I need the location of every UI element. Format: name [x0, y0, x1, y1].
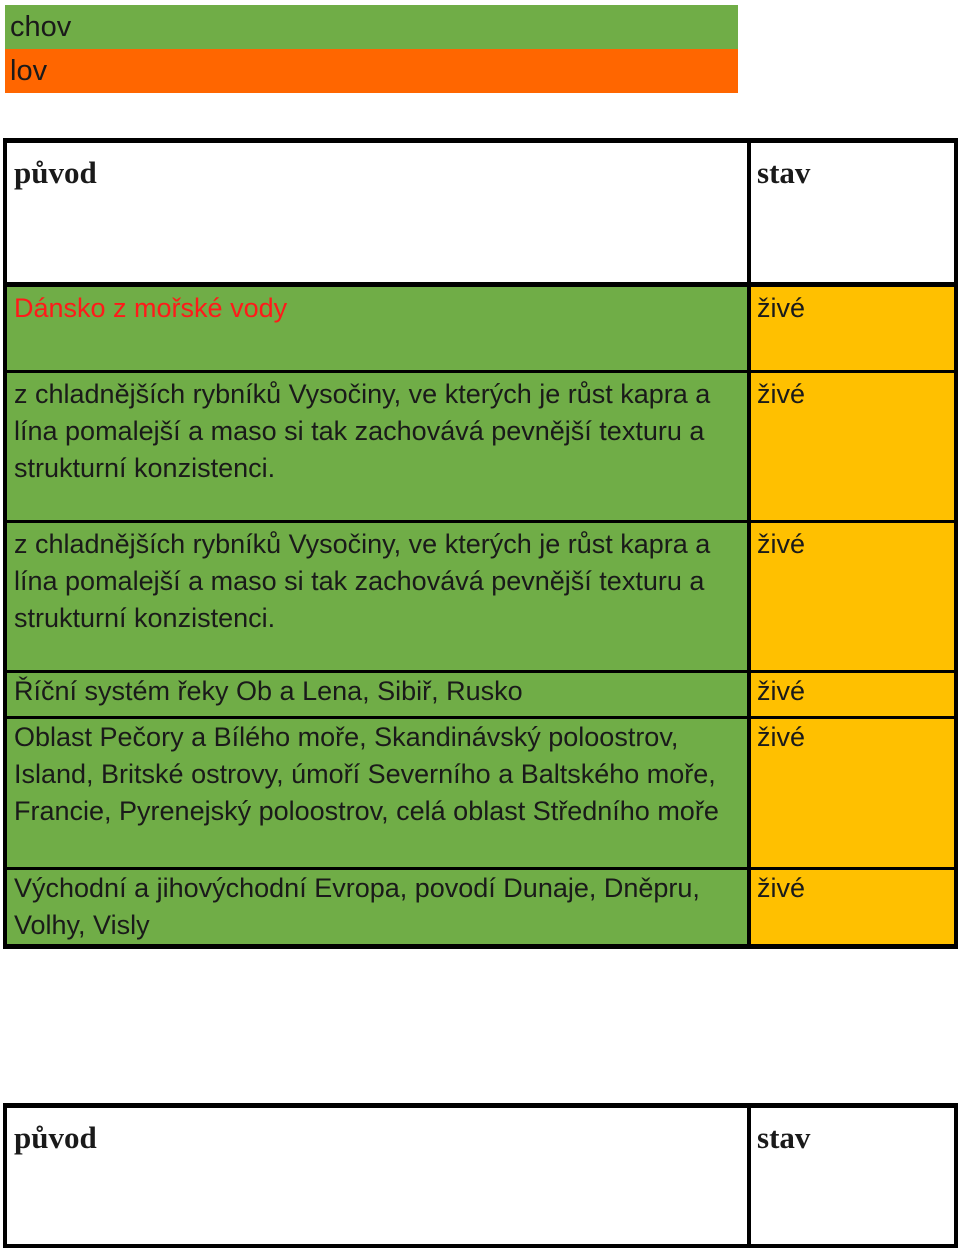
- cell-status: živé: [749, 285, 956, 372]
- cell-origin: Říční systém řeky Ob a Lena, Sibiř, Rusko: [5, 672, 749, 718]
- table-row: [5, 869, 956, 947]
- table-row: [5, 372, 956, 522]
- table-row: [5, 672, 956, 718]
- table-row: [5, 285, 956, 372]
- header-status: stav: [749, 141, 956, 285]
- legend-chov: chov: [5, 5, 738, 49]
- table-header: [5, 1106, 956, 1247]
- cell-origin: Dánsko z mořské vody: [5, 285, 749, 372]
- cell-origin: z chladnějších rybníků Vysočiny, ve kterých je růst kapra a lína pomalejší a maso si tak zachovává pevnější texturu a strukturní konzistenci.: [5, 522, 749, 672]
- origin-table-1: [3, 138, 958, 949]
- header-origin: původ: [5, 141, 749, 285]
- cell-status: živé: [749, 718, 956, 869]
- cell-origin: Východní a jihovýchodní Evropa, povodí Dunaje, Dněpru, Volhy, Visly: [5, 869, 749, 947]
- header-status: stav: [749, 1106, 956, 1247]
- legend-lov: lov: [5, 49, 738, 93]
- table-header: [5, 141, 956, 285]
- table-row: [5, 522, 956, 672]
- cell-status: živé: [749, 522, 956, 672]
- table-row: [5, 718, 956, 869]
- cell-status: živé: [749, 372, 956, 522]
- cell-origin: z chladnějších rybníků Vysočiny, ve kterých je růst kapra a lína pomalejší a maso si tak zachovává pevnější texturu a strukturní konzistenci.: [5, 372, 749, 522]
- cell-status: živé: [749, 869, 956, 947]
- header-origin: původ: [5, 1106, 749, 1247]
- cell-origin: Oblast Pečory a Bílého moře, Skandinávský poloostrov, Island, Britské ostrovy, úmoří Severního a Baltského moře, Francie, Pyrenejský poloostrov, celá oblast Středního moře: [5, 718, 749, 869]
- origin-table-2: [3, 1103, 958, 1248]
- cell-status: živé: [749, 672, 956, 718]
